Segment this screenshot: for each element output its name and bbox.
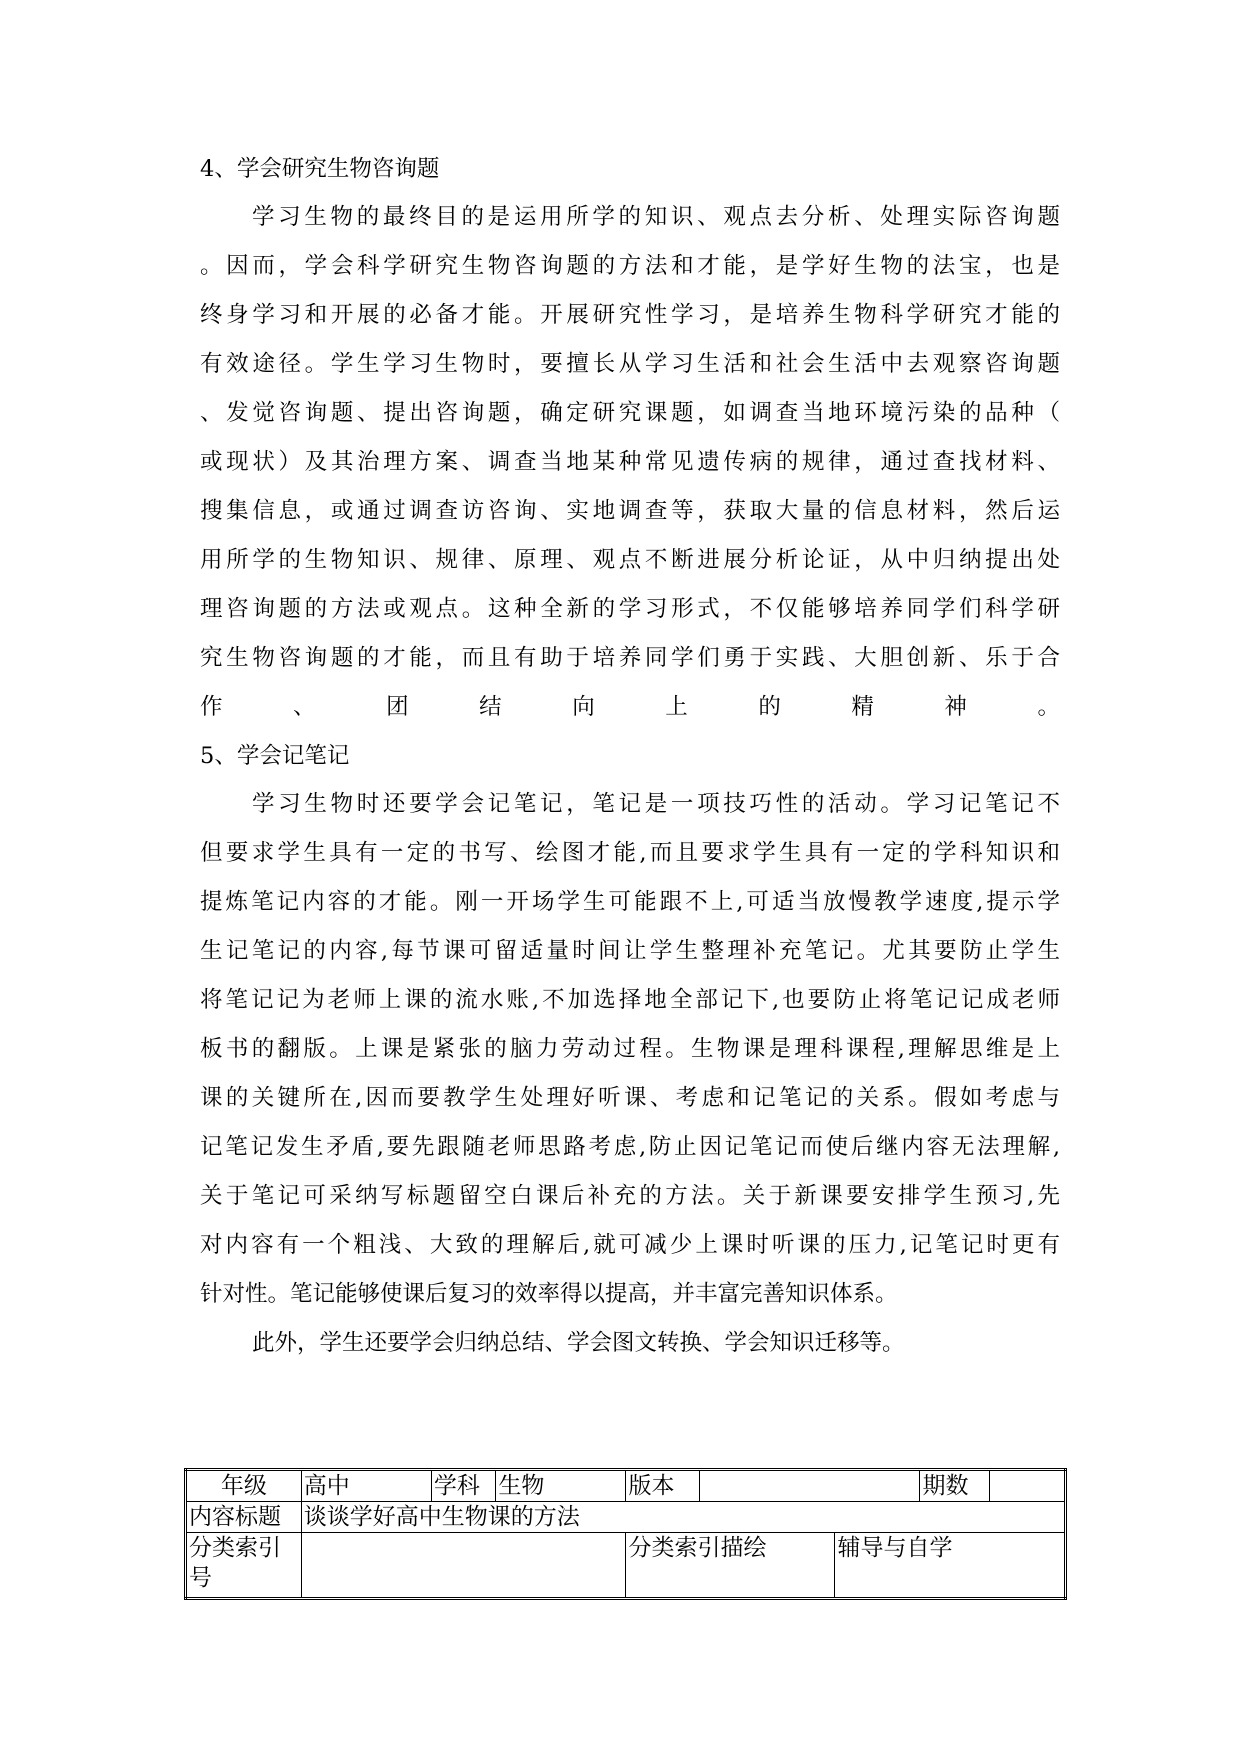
paragraph-line: 对内容有一个粗浅、大致的理解后,就可减少上课时听课的压力,记笔记时更有 bbox=[200, 1232, 1060, 1258]
content-title-label: 内容标题 bbox=[186, 1502, 302, 1533]
edition-value bbox=[700, 1470, 920, 1502]
paragraph-line: 板书的翻版。上课是紧张的脑力劳动过程。生物课是理科课程,理解思维是上 bbox=[200, 1036, 1060, 1062]
index-desc-value: 辅导与自学 bbox=[835, 1533, 1066, 1599]
closing-paragraph: 此外，学生还要学会归纳总结、学会图文转换、学会知识迁移等。 bbox=[252, 1330, 905, 1356]
subject-label: 学科 bbox=[431, 1470, 496, 1502]
paragraph-line: 记笔记发生矛盾,要先跟随老师思路考虑,防止因记笔记而使后继内容无法理解, bbox=[200, 1134, 1060, 1160]
index-no-value bbox=[301, 1533, 626, 1599]
index-no-label: 分类索引号 bbox=[186, 1533, 302, 1599]
paragraph-line: 作、团结向上的精神。 bbox=[200, 694, 1060, 720]
paragraph-line: 学习生物的最终目的是运用所学的知识、观点去分析、处理实际咨询题 bbox=[252, 204, 1060, 230]
paragraph-line: 究生物咨询题的才能，而且有助于培养同学们勇于实践、大胆创新、乐于合 bbox=[200, 645, 1060, 671]
issue-value bbox=[990, 1470, 1066, 1502]
paragraph-line: 提炼笔记内容的才能。刚一开场学生可能跟不上,可适当放慢教学速度,提示学 bbox=[200, 889, 1060, 915]
subject-value: 生物 bbox=[496, 1470, 626, 1502]
paragraph-line: 生记笔记的内容,每节课可留适量时间让学生整理补充笔记。尤其要防止学生 bbox=[200, 938, 1060, 964]
section-heading-5: 5、学会记笔记 bbox=[200, 743, 350, 769]
paragraph-line: 终身学习和开展的必备才能。开展研究性学习，是培养生物科学研究才能的 bbox=[200, 302, 1060, 328]
paragraph-line: 关于笔记可采纳写标题留空白课后补充的方法。关于新课要安排学生预习,先 bbox=[200, 1183, 1060, 1209]
paragraph-line: 有效途径。学生学习生物时，要擅长从学习生活和社会生活中去观察咨询题 bbox=[200, 351, 1060, 377]
paragraph-line: 针对性。笔记能够使课后复习的效率得以提高，并丰富完善知识体系。 bbox=[200, 1281, 898, 1307]
index-desc-label: 分类索引描绘 bbox=[626, 1533, 835, 1599]
paragraph-line: 、发觉咨询题、提出咨询题，确定研究课题，如调查当地环境污染的品种（ bbox=[200, 400, 1060, 426]
edition-label: 版本 bbox=[626, 1470, 700, 1502]
paragraph-line: 理咨询题的方法或观点。这种全新的学习形式，不仅能够培养同学们科学研 bbox=[200, 596, 1060, 622]
grade-label: 年级 bbox=[186, 1470, 302, 1502]
document-meta-table bbox=[184, 1468, 1067, 1600]
grade-value: 高中 bbox=[301, 1470, 431, 1502]
paragraph-line: 。因而，学会科学研究生物咨询题的方法和才能，是学好生物的法宝，也是 bbox=[200, 253, 1060, 279]
paragraph-line: 或现状）及其治理方案、调查当地某种常见遗传病的规律，通过查找材料、 bbox=[200, 449, 1060, 475]
content-title-value: 谈谈学好高中生物课的方法 bbox=[301, 1502, 1065, 1533]
paragraph-line: 但要求学生具有一定的书写、绘图才能,而且要求学生具有一定的学科知识和 bbox=[200, 840, 1060, 866]
paragraph-line: 用所学的生物知识、规律、原理、观点不断进展分析论证，从中归纳提出处 bbox=[200, 547, 1060, 573]
paragraph-line: 搜集信息，或通过调查访咨询、实地调查等，获取大量的信息材料，然后运 bbox=[200, 498, 1060, 524]
paragraph-line: 课的关键所在,因而要教学生处理好听课、考虑和记笔记的关系。假如考虑与 bbox=[200, 1085, 1060, 1111]
issue-label: 期数 bbox=[920, 1470, 990, 1502]
section-heading-4: 4、学会研究生物咨询题 bbox=[200, 156, 440, 182]
paragraph-line: 学习生物时还要学会记笔记，笔记是一项技巧性的活动。学习记笔记不 bbox=[252, 791, 1060, 817]
paragraph-line: 将笔记记为老师上课的流水账,不加选择地全部记下,也要防止将笔记记成老师 bbox=[200, 987, 1060, 1013]
